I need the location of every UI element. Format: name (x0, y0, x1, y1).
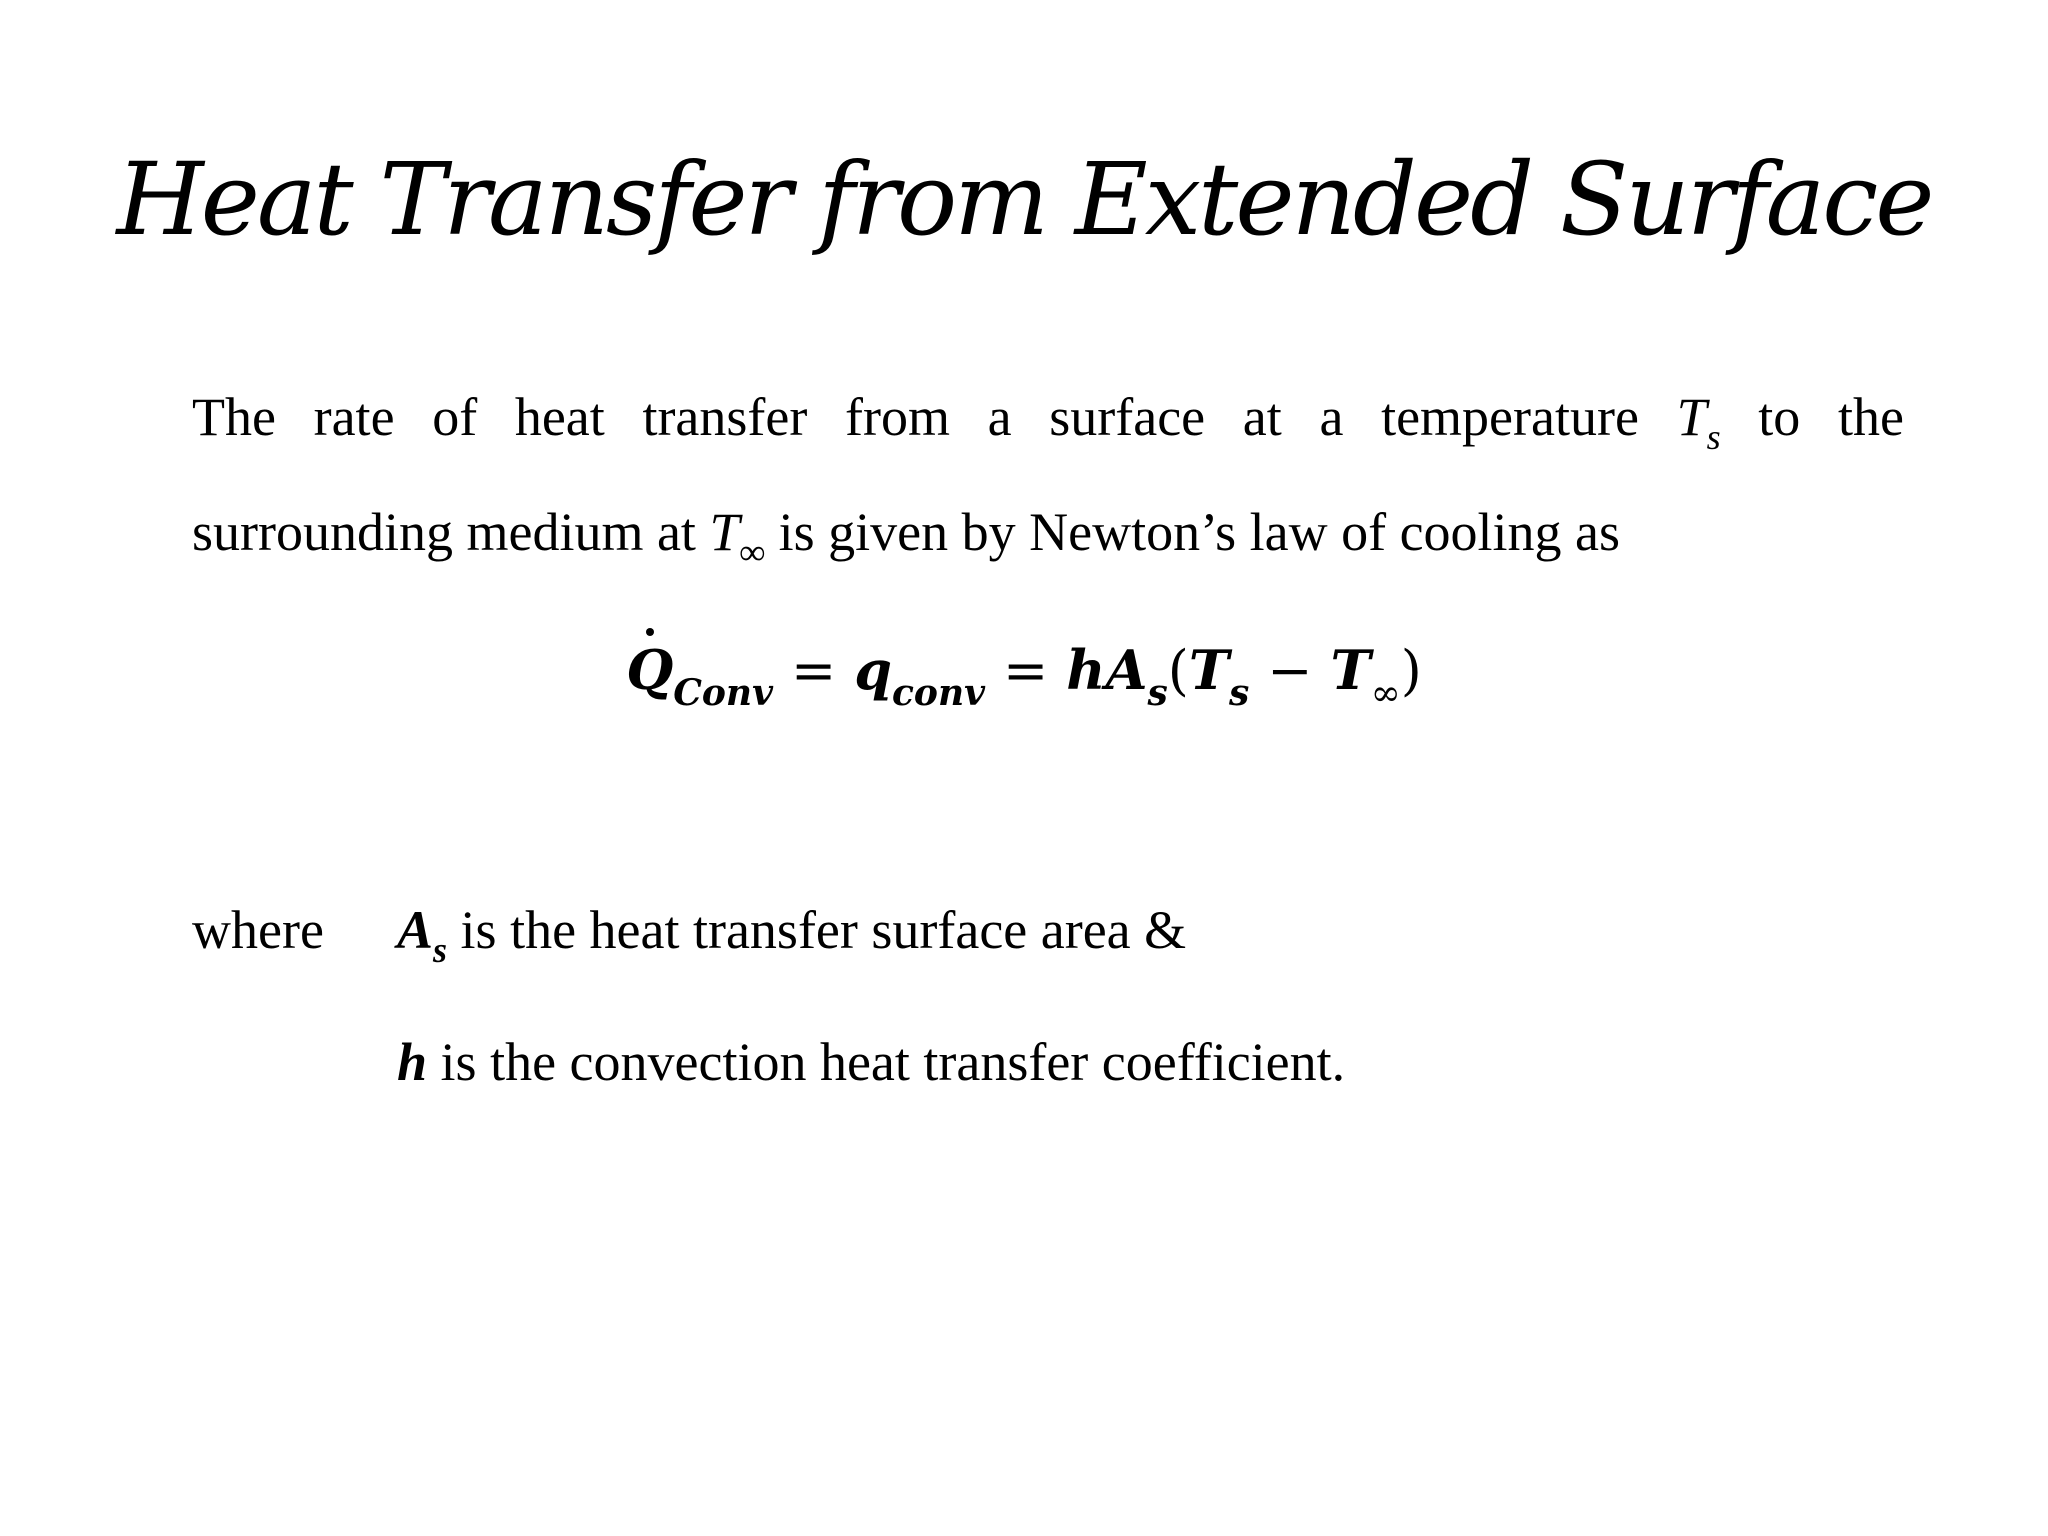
where-label: where (192, 900, 324, 960)
word: to (1758, 387, 1801, 447)
tinf-subscript: ∞ (1370, 673, 1401, 714)
q-flux-symbol: q (854, 638, 893, 702)
definition-area (397, 895, 1186, 971)
paragraph-line-2 (192, 497, 1620, 573)
a-symbol: A (1105, 638, 1148, 702)
area-subscript: s (433, 930, 448, 970)
word: a (1319, 387, 1344, 447)
word: heat (514, 387, 605, 447)
equals-sign: = (1003, 639, 1049, 702)
newton-cooling-equation (0, 630, 2048, 718)
word: a (987, 387, 1012, 447)
word: of (432, 387, 478, 447)
minus-sign: − (1267, 639, 1313, 702)
h-coefficient-symbol: h (397, 1032, 428, 1092)
word: rate (313, 387, 395, 447)
close-paren: ) (1400, 639, 1422, 702)
coefficient-definition-text: is the convection heat transfer coefficient. (427, 1032, 1346, 1092)
definition-coefficient (397, 1027, 1345, 1097)
word: The (192, 387, 276, 447)
area-symbol: A (397, 900, 434, 960)
line2-end: is given by Newton’s law of cooling as (765, 502, 1621, 562)
open-paren: ( (1167, 639, 1189, 702)
ts-symbol: T (1676, 387, 1707, 447)
surface-temperature-symbol (1677, 382, 1721, 458)
paragraph-line-1 (192, 382, 1904, 458)
ts-subscript: s (1706, 417, 1721, 457)
tinf-symbol: T (709, 502, 740, 562)
word: surface (1049, 387, 1206, 447)
q-dot-symbol: Q (626, 630, 673, 710)
a-subscript: s (1147, 672, 1168, 714)
tinf-subscript: ∞ (739, 532, 766, 572)
word: from (845, 387, 950, 447)
q-subscript: Conv (673, 672, 773, 714)
q-flux-subscript: conv (892, 672, 986, 714)
tinf-symbol: T (1330, 638, 1371, 702)
word: at (1242, 387, 1282, 447)
h-symbol: h (1066, 638, 1106, 702)
word: the (1837, 387, 1904, 447)
word: temperature (1381, 387, 1639, 447)
area-definition-text: is the heat transfer surface area & (447, 900, 1187, 960)
ts-symbol: T (1188, 638, 1230, 702)
equals-sign: = (791, 639, 837, 702)
slide-title: Heat Transfer from Extended Surface (116, 141, 1932, 258)
line2-start: surrounding medium at (192, 502, 710, 562)
ts-subscript: s (1229, 672, 1250, 714)
word: transfer (642, 387, 808, 447)
